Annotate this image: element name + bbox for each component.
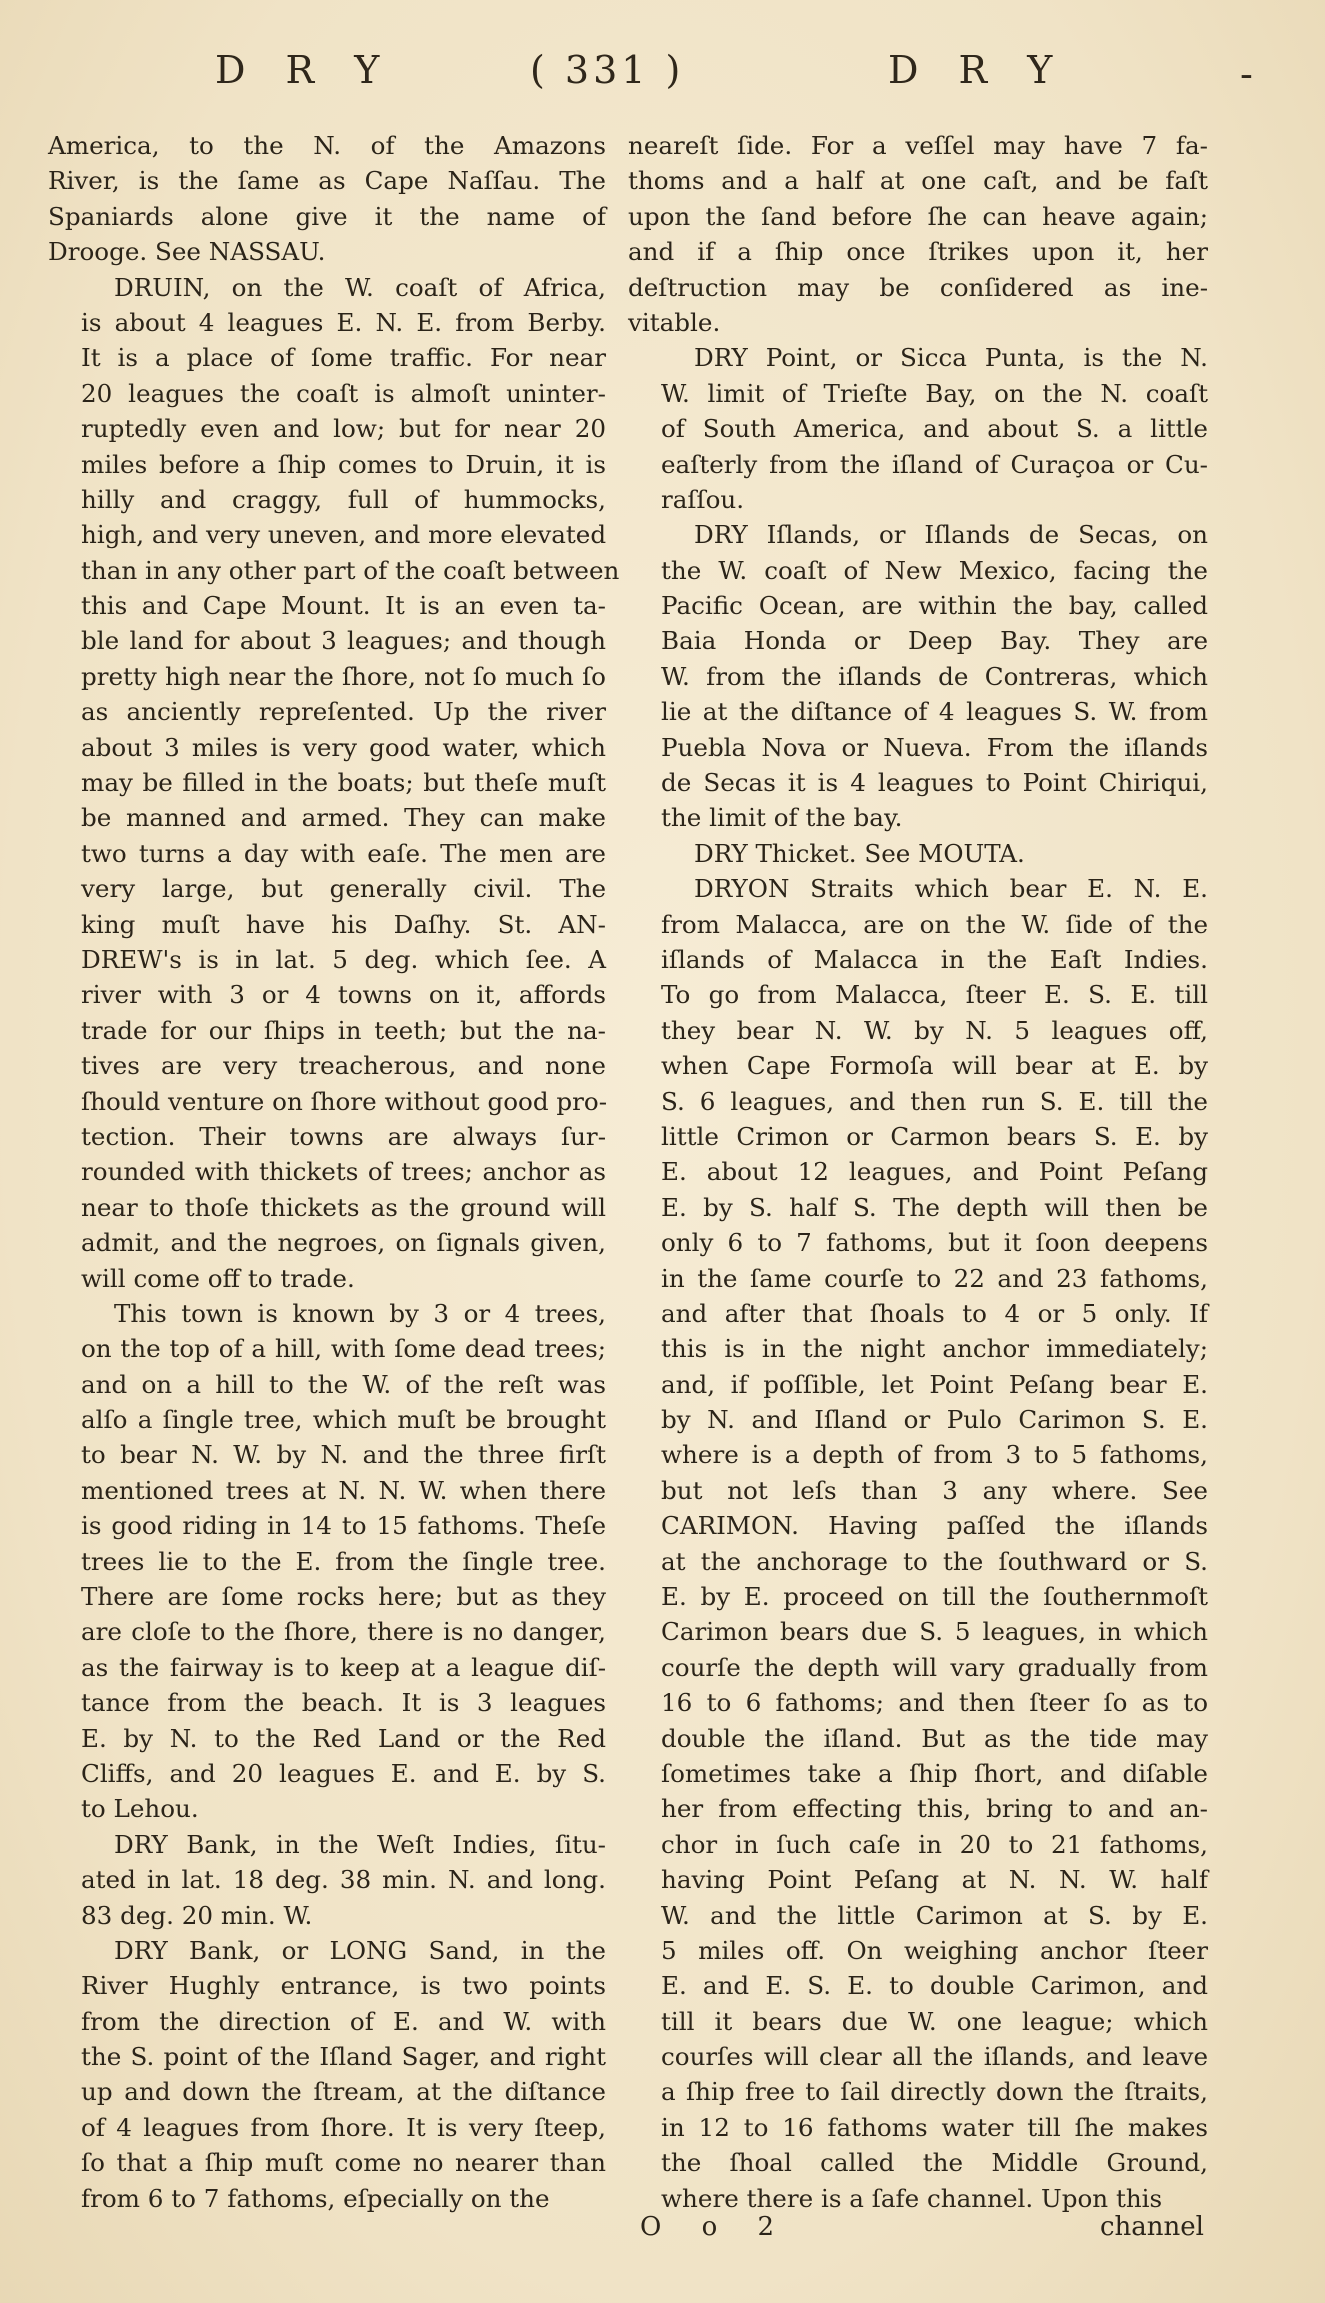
text-line: rounded with thickets of trees; anchor as	[81, 1157, 606, 1187]
left-column	[48, 128, 620, 2216]
text-line: two turns a day with eaſe. The men are	[81, 838, 606, 868]
paragraph-p5	[48, 1933, 606, 2216]
text-line: DRY Bank, or LONG Sand, in the	[114, 1935, 606, 1965]
text-line: DRY Point, or Sicca Punta, is the N.	[694, 343, 1208, 373]
text-line: E. by S. half S. The depth will then be	[661, 1192, 1208, 1222]
text-line: mentioned trees at N. N. W. when there	[81, 1475, 606, 1505]
text-line: in the ſame courſe to 22 and 23 fathoms,	[661, 1263, 1208, 1293]
text-line: W. from the iſlands de Contreras, which	[661, 661, 1208, 691]
text-line: S. 6 leagues, and then run S. E. till the	[661, 1086, 1208, 1116]
text-line: this and Cape Mount. It is an even ta-	[81, 591, 606, 621]
text-line: is about 4 leagues E. N. E. from Berby.	[81, 307, 606, 337]
text-line: about 3 miles is very good water, which	[81, 732, 606, 762]
text-line: DREW's is in lat. 5 deg. which ſee. A	[81, 944, 606, 974]
text-line: miles before a ſhip comes to Druin, it is	[81, 449, 606, 479]
text-line: deſtruction may be conſidered as ine-	[628, 272, 1208, 302]
text-line: 20 leagues the coaſt is almoſt uninter-	[81, 378, 606, 408]
paragraph-p3	[48, 1296, 606, 1827]
page-footer	[0, 2212, 1325, 2252]
text-line: tives are very treacherous, and none	[81, 1051, 606, 1081]
text-line: at the anchorage to the ſouthward or S.	[661, 1546, 1208, 1576]
text-line: Spaniards alone give it the name of	[48, 201, 606, 231]
text-line: ſhould venture on ſhore without good pro-	[81, 1086, 608, 1116]
paragraph-p7	[628, 340, 1208, 517]
text-line: they bear N. W. by N. 5 leagues off,	[661, 1015, 1208, 1045]
text-line: trade for our ſhips in teeth; but the na-	[81, 1015, 606, 1045]
text-line: where is a depth of from 3 to 5 fathoms,	[661, 1440, 1208, 1470]
text-line: DRY Bank, in the Weſt Indies, ſitu-	[114, 1829, 606, 1859]
text-line: where there is a ſafe channel. Upon this	[661, 2183, 1163, 2213]
text-line: tection. Their towns are always ſur-	[81, 1121, 606, 1151]
header-left-title: D R Y	[215, 48, 394, 92]
text-line: and on a hill to the W. of the reſt was	[81, 1369, 606, 1399]
text-line: trees lie to the E. from the ſingle tree.	[81, 1546, 606, 1576]
text-line: de Secas it is 4 leagues to Point Chiriqui,	[661, 768, 1208, 798]
text-line: up and down the ſtream, at the diſtance	[81, 2077, 606, 2107]
text-line: ated in lat. 18 deg. 38 min. N. and long.	[81, 1865, 606, 1895]
text-line: upon the ſand before ſhe can heave again;	[628, 201, 1208, 231]
text-line: CARIMON. Having paſſed the iſlands	[661, 1511, 1208, 1541]
text-line: courſe the depth will vary gradually from	[661, 1652, 1208, 1682]
text-line: 83 deg. 20 min. W.	[81, 1900, 313, 1930]
text-line: lie at the diſtance of 4 leagues S. W. from	[661, 697, 1208, 727]
header-right-title: D R Y	[888, 48, 1067, 92]
text-line: than in any other part of the coaſt between	[81, 555, 620, 585]
text-line: high, and very uneven, and more elevated	[81, 520, 607, 550]
text-line: hilly and craggy, full of hummocks,	[81, 484, 606, 514]
text-line: the W. coaſt of New Mexico, facing the	[661, 555, 1208, 585]
text-line: courſes will clear all the iſlands, and leave	[661, 2042, 1208, 2072]
text-line: ſo that a ſhip muſt come no nearer than	[81, 2148, 606, 2178]
text-line: as anciently repreſented. Up the river	[81, 697, 606, 727]
text-line: E. by N. to the Red Land or the Red	[81, 1723, 606, 1753]
text-line: from the direction of E. and W. with	[81, 2006, 606, 2036]
text-line: E. and E. S. E. to double Carimon, and	[661, 1971, 1208, 2001]
text-line: Baia Honda or Deep Bay. They are	[661, 626, 1208, 656]
text-line: the ſhoal called the Middle Ground,	[661, 2148, 1208, 2178]
paragraph-p2	[48, 270, 620, 1296]
page-number: ( 331 )	[530, 48, 685, 92]
text-line: and if a ſhip once ſtrikes upon it, her	[628, 237, 1208, 267]
text-line: and, if poſſible, let Point Peſang bear E.	[661, 1369, 1208, 1399]
text-line: only 6 to 7 fathoms, but it ſoon deepens	[661, 1228, 1208, 1258]
text-line: to Lehou.	[81, 1794, 199, 1824]
text-line: 16 to 6 fathoms; and then ſteer ſo as to	[661, 1688, 1208, 1718]
text-line: W. and the little Carimon at S. by E.	[661, 1900, 1208, 1930]
text-line: as the fairway is to keep at a league diſ-	[81, 1652, 606, 1682]
text-line: admit, and the negroes, on ſignals given,	[81, 1228, 606, 1258]
text-line: are cloſe to the ſhore, there is no danger,	[81, 1617, 606, 1647]
text-line: king muſt have his Daſhy. St. AN-	[81, 909, 606, 939]
text-line: be manned and armed. They can make	[81, 803, 606, 833]
text-line: chor in ſuch caſe in 20 to 21 fathoms,	[661, 1829, 1208, 1859]
text-line: and after that ſhoals to 4 or 5 only. If	[661, 1298, 1208, 1328]
text-line: little Crimon or Carmon bears S. E. by	[661, 1121, 1208, 1151]
text-line: DRY Iſlands, or Iſlands de Secas, on	[694, 520, 1208, 550]
text-line: There are ſome rocks here; but as they	[81, 1582, 606, 1612]
header-mark: -	[1240, 52, 1253, 96]
text-line: DRYON Straits which bear E. N. E.	[694, 874, 1208, 904]
text-line: River, is the ſame as Cape Naſſau. The	[48, 166, 606, 196]
text-line: her from effecting this, bring to and an-	[661, 1794, 1208, 1824]
paragraph-p4	[48, 1827, 606, 1933]
signature-mark: O o 2	[640, 2212, 791, 2242]
right-column	[628, 128, 1208, 2216]
text-line: ruptedly even and low; but for near 20	[81, 414, 606, 444]
text-line: 5 miles off. On weighing anchor ſteer	[661, 1935, 1208, 1965]
text-line: pretty high near the ſhore, not ſo much ſo	[81, 661, 606, 691]
text-line: E. by E. proceed on till the ſouthernmoſt	[661, 1582, 1208, 1612]
text-line: It is a place of ſome traffic. For near	[81, 343, 606, 373]
text-line: ble land for about 3 leagues; and though	[81, 626, 606, 656]
text-line: alſo a ſingle tree, which muſt be brought	[81, 1405, 606, 1435]
text-line: eaſterly from the iſland of Curaçoa or Cu-	[661, 449, 1208, 479]
text-line: in 12 to 16 fathoms water till ſhe makes	[661, 2112, 1208, 2142]
text-line: from 6 to 7 fathoms, eſpecially on the	[81, 2183, 550, 2213]
catchword: channel	[1100, 2212, 1204, 2242]
text-line: Puebla Nova or Nueva. From the iſlands	[661, 732, 1208, 762]
paragraph-p8	[628, 517, 1208, 836]
text-line: To go from Malacca, ſteer E. S. E. till	[661, 980, 1208, 1010]
running-header	[0, 48, 1325, 108]
text-line: of South America, and about S. a little	[661, 414, 1208, 444]
paragraph-p10	[628, 871, 1208, 2216]
text-line: River Hughly entrance, is two points	[81, 1971, 606, 2001]
text-line: DRY Thicket. See MOUTA.	[694, 838, 1025, 868]
text-line: a ſhip free to ſail directly down the ſtraits,	[661, 2077, 1208, 2107]
paragraph-p9	[628, 836, 1208, 871]
text-line: the S. point of the Iſland Sager, and right	[81, 2042, 606, 2072]
text-line: very large, but generally civil. The	[81, 874, 606, 904]
text-line: may be filled in the boats; but theſe muſt	[81, 768, 606, 798]
text-line: tance from the beach. It is 3 leagues	[81, 1688, 606, 1718]
text-line: This town is known by 3 or 4 trees,	[114, 1298, 606, 1328]
text-line: on the top of a hill, with ſome dead trees;	[81, 1334, 606, 1364]
text-line: DRUIN, on the W. coaſt of Africa,	[114, 272, 606, 302]
text-line: river with 3 or 4 towns on it, affords	[81, 980, 606, 1010]
text-line: this is in the night anchor immediately;	[661, 1334, 1208, 1364]
text-line: Carimon bears due S. 5 leagues, in which	[661, 1617, 1208, 1647]
text-line: iſlands of Malacca in the Eaſt Indies.	[661, 944, 1208, 974]
text-line: of 4 leagues from ſhore. It is very ſteep,	[81, 2112, 606, 2142]
text-line: raſſou.	[661, 484, 745, 514]
text-line: but not leſs than 3 any where. See	[661, 1475, 1208, 1505]
text-line: double the iſland. But as the tide may	[661, 1723, 1208, 1753]
text-line: from Malacca, are on the W. ſide of the	[661, 909, 1208, 939]
text-line: America, to the N. of the Amazons	[48, 131, 606, 160]
text-line: Drooge. See NASSAU.	[48, 237, 326, 267]
text-line: vitable.	[628, 307, 721, 337]
text-line: will come off to trade.	[81, 1263, 355, 1293]
paragraph-p6	[628, 128, 1208, 340]
text-line: thoms and a half at one caſt, and be faſt	[628, 166, 1208, 196]
text-line: by N. and Iſland or Pulo Carimon S. E.	[661, 1405, 1208, 1435]
text-line: Pacific Ocean, are within the bay, called	[661, 591, 1208, 621]
text-line: neareſt ſide. For a veſſel may have 7 fa-	[628, 131, 1208, 160]
paragraph-p1	[48, 128, 606, 270]
text-line: ſometimes take a ſhip ſhort, and diſable	[661, 1758, 1208, 1788]
text-line: the limit of the bay.	[661, 803, 903, 833]
text-line: E. about 12 leagues, and Point Peſang	[661, 1157, 1208, 1187]
text-line: W. limit of Trieſte Bay, on the N. coaſt	[661, 378, 1208, 408]
text-line: when Cape Formoſa will bear at E. by	[661, 1051, 1208, 1081]
text-line: Cliffs, and 20 leagues E. and E. by S.	[81, 1758, 606, 1788]
text-line: is good riding in 14 to 15 fathoms. Theſe	[81, 1511, 606, 1541]
text-line: near to thoſe thickets as the ground will	[81, 1192, 606, 1222]
text-line: to bear N. W. by N. and the three firſt	[81, 1440, 606, 1470]
text-line: till it bears due W. one league; which	[661, 2006, 1208, 2036]
text-line: having Point Peſang at N. N. W. half	[661, 1865, 1208, 1895]
